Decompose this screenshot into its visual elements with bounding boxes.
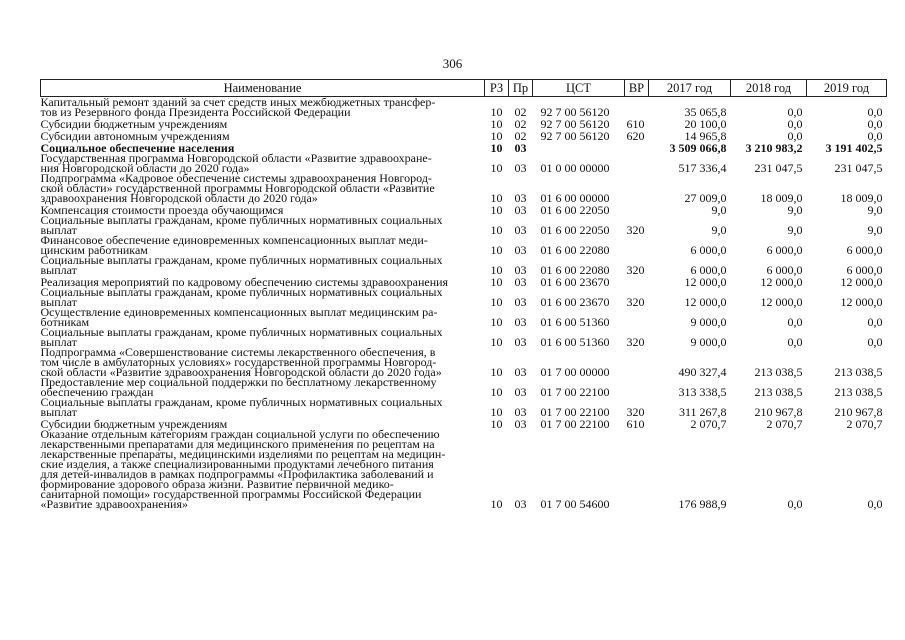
cell-vr: 320 — [626, 335, 645, 349]
cell-vr — [625, 429, 649, 509]
cell-2019: 3 191 402,5 — [825, 141, 883, 155]
header-2018: 2018 год — [731, 80, 807, 97]
cell-cst: 01 7 00 22100 — [540, 385, 610, 399]
budget-table-wrapper — [40, 79, 886, 509]
cell-2018: 0,0 — [787, 105, 803, 119]
cell-cst: 01 7 00 22100 — [540, 417, 610, 431]
cell-2017: 9 000,0 — [690, 315, 727, 329]
cell-rz: 10 — [490, 263, 503, 277]
cell-rz: 10 — [490, 117, 503, 131]
cell-rz: 10 — [490, 191, 503, 205]
cell-2018: 2 070,7 — [766, 417, 803, 431]
table-row — [41, 397, 887, 417]
cell-2018: 210 967,8 — [754, 405, 803, 419]
cell-2019: 12 000,0 — [840, 295, 883, 309]
cell-cst: 01 7 00 54600 — [540, 497, 610, 511]
table-row — [41, 307, 887, 327]
cell-2018: 12 000,0 — [760, 295, 803, 309]
cell-name: Социальные выплаты гражданам, кроме публичных нормативных социальных выплат — [40, 253, 443, 277]
cell-name: Субсидии бюджетным учреждениям — [40, 117, 228, 131]
cell-2017: 176 988,9 — [678, 497, 727, 511]
table-row — [41, 117, 887, 129]
cell-2018: 0,0 — [787, 117, 803, 131]
cell-2017: 490 327,4 — [678, 365, 727, 379]
cell-rz: 10 — [490, 315, 503, 329]
header-2017: 2017 год — [649, 80, 731, 97]
cell-vr: 320 — [626, 223, 645, 237]
cell-2017: 517 336,4 — [678, 161, 727, 175]
cell-pr: 03 — [514, 335, 527, 349]
cell-vr — [625, 153, 649, 173]
cell-2017: 12 000,0 — [684, 295, 727, 309]
cell-2017: 35 065,8 — [684, 105, 727, 119]
cell-vr — [625, 235, 649, 255]
cell-2019: 0,0 — [867, 315, 883, 329]
cell-2017: 311 267,8 — [678, 405, 727, 419]
table-row — [41, 347, 887, 377]
cell-name: Подпрограмма «Кадровое обеспечение системы здравоохранения Новгород- ской области» государственной программы Новгородской области «Развитие здравоохранения Новгородской области до 2020 года» — [40, 171, 435, 205]
header-vr: ВР — [625, 80, 649, 97]
cell-pr: 03 — [514, 161, 527, 175]
cell-2017: 14 965,8 — [684, 129, 727, 143]
cell-name: Государственная программа Новгородской области «Развитие здравоохране- ния Новгородской области до 2020 года» — [40, 151, 432, 175]
cell-2019: 213 038,5 — [834, 385, 883, 399]
cell-2019: 0,0 — [867, 129, 883, 143]
cell-pr: 03 — [514, 203, 527, 217]
header-name: Наименование — [41, 80, 485, 97]
cell-name: Финансовое обеспечение единовременных компенсационных выплат меди- цинским работникам — [40, 233, 428, 257]
table-row — [41, 215, 887, 235]
cell-2018: 213 038,5 — [754, 385, 803, 399]
cell-name: Подпрограмма «Совершенствование системы лекарственного обеспечения, в том числе в амбулаторных условиях» государственной программы Новгород- ской области «Развитие здравоохранения Новгородской области до 2020 года» — [40, 345, 442, 379]
cell-2017: 9,0 — [711, 203, 727, 217]
cell-name: Реализация мероприятий по кадровому обеспечению системы здравоохранения — [40, 275, 449, 289]
cell-rz: 10 — [490, 385, 503, 399]
cell-2018: 0,0 — [787, 315, 803, 329]
cell-2018: 213 038,5 — [754, 365, 803, 379]
cell-name: Социальные выплаты гражданам, кроме публичных нормативных социальных выплат — [40, 213, 443, 237]
table-row — [41, 235, 887, 255]
cell-cst: 01 6 00 00000 — [540, 191, 610, 205]
cell-2017: 313 338,5 — [678, 385, 727, 399]
cell-vr — [625, 377, 649, 397]
cell-2017: 20 100,0 — [684, 117, 727, 131]
cell-vr — [625, 173, 649, 203]
cell-cst: 01 6 00 22050 — [540, 203, 610, 217]
cell-2017: 6 000,0 — [690, 243, 727, 257]
table-row — [41, 255, 887, 275]
cell-pr: 02 — [514, 129, 527, 143]
cell-name: Субсидии бюджетным учреждениям — [40, 417, 228, 431]
cell-vr: 610 — [626, 117, 645, 131]
cell-2017: 9,0 — [711, 223, 727, 237]
table-row — [41, 377, 887, 397]
budget-table — [40, 79, 887, 509]
cell-cst: 01 7 00 22100 — [540, 405, 610, 419]
cell-2019: 231 047,5 — [834, 161, 883, 175]
cell-rz: 10 — [490, 295, 503, 309]
cell-cst: 01 6 00 22080 — [540, 243, 610, 257]
cell-pr: 03 — [514, 315, 527, 329]
cell-vr: 620 — [626, 129, 645, 143]
cell-cst: 92 7 00 56120 — [540, 129, 610, 143]
cell-cst: 01 6 00 23670 — [540, 275, 610, 289]
cell-pr: 02 — [514, 105, 527, 119]
table-body — [41, 97, 887, 510]
cell-vr: 320 — [626, 263, 645, 277]
cell-name: Оказание отдельным категориям граждан социальной услуги по обеспечению лекарственными препаратами для медицинского применения по рецептам на лекарственные препараты, медицинскими изделиями по рецептам на медицин- ские изделия, а также специализированными продуктами лечебного питания для детей-инвалидов в рамках подпрограммы «Профилактика заболеваний и формирование здорового образа жизни. Развитие первичной медико- санитарной помощи» государственной программы Российской Федерации «Развитие здравоохранения» — [40, 427, 446, 511]
cell-pr: 03 — [514, 295, 527, 309]
cell-pr: 02 — [514, 117, 527, 131]
cell-rz: 10 — [490, 497, 503, 511]
cell-2018: 12 000,0 — [760, 275, 803, 289]
cell-pr: 03 — [514, 223, 527, 237]
cell-pr: 03 — [514, 417, 527, 431]
cell-cst: 92 7 00 56120 — [540, 117, 610, 131]
table-row — [41, 129, 887, 141]
cell-rz: 10 — [490, 203, 503, 217]
cell-2017: 27 009,0 — [684, 191, 727, 205]
cell-rz: 10 — [490, 129, 503, 143]
header-pr: Пр — [509, 80, 533, 97]
cell-2017: 9 000,0 — [690, 335, 727, 349]
cell-pr: 03 — [514, 263, 527, 277]
cell-pr: 03 — [514, 141, 527, 155]
cell-name: Социальное обеспечение населения — [40, 141, 235, 155]
table-row — [41, 97, 887, 118]
table-row — [41, 287, 887, 307]
cell-2019: 18 009,0 — [840, 191, 883, 205]
cell-pr: 03 — [514, 191, 527, 205]
cell-vr: 320 — [626, 295, 645, 309]
cell-rz: 10 — [490, 417, 503, 431]
cell-rz: 10 — [490, 275, 503, 289]
cell-2018: 0,0 — [787, 335, 803, 349]
cell-rz: 10 — [490, 141, 503, 155]
cell-2019: 6 000,0 — [846, 243, 883, 257]
cell-rz: 10 — [490, 335, 503, 349]
cell-pr: 03 — [514, 275, 527, 289]
cell-cst: 01 6 00 23670 — [540, 295, 610, 309]
cell-2018: 6 000,0 — [766, 263, 803, 277]
table-row — [41, 173, 887, 203]
cell-vr — [625, 347, 649, 377]
cell-cst: 01 7 00 00000 — [540, 365, 610, 379]
cell-2019: 6 000,0 — [846, 263, 883, 277]
header-cst: ЦСТ — [533, 80, 625, 97]
cell-2018: 9,0 — [787, 203, 803, 217]
table-header — [41, 80, 887, 97]
cell-2019: 2 070,7 — [846, 417, 883, 431]
cell-cst: 01 0 00 00000 — [540, 161, 610, 175]
cell-name: Социальные выплаты гражданам, кроме публичных нормативных социальных выплат — [40, 285, 443, 309]
cell-2019: 0,0 — [867, 335, 883, 349]
table-row — [41, 429, 887, 509]
cell-2019: 9,0 — [867, 203, 883, 217]
cell-pr: 03 — [514, 497, 527, 511]
cell-pr: 03 — [514, 405, 527, 419]
cell-name: Осуществление единовременных компенсационных выплат медицинским ра- ботникам — [40, 305, 438, 329]
cell-cst: 01 6 00 22080 — [540, 263, 610, 277]
cell-pr: 03 — [514, 243, 527, 257]
header-rz: РЗ — [485, 80, 509, 97]
cell-pr: 03 — [514, 365, 527, 379]
cell-rz: 10 — [490, 365, 503, 379]
cell-name: Предоставление мер социальной поддержки по бесплатному лекарственному обеспечению граждан — [40, 375, 437, 399]
cell-name: Социальные выплаты гражданам, кроме публичных нормативных социальных выплат — [40, 395, 443, 419]
cell-2018: 0,0 — [787, 129, 803, 143]
cell-vr — [625, 97, 649, 118]
cell-cst: 01 6 00 51360 — [540, 315, 610, 329]
table-row — [41, 153, 887, 173]
cell-2019: 0,0 — [867, 497, 883, 511]
cell-2017: 12 000,0 — [684, 275, 727, 289]
cell-vr — [625, 203, 649, 215]
cell-vr: 610 — [626, 417, 645, 431]
cell-2019: 0,0 — [867, 105, 883, 119]
table-row — [41, 327, 887, 347]
cell-2017: 3 509 066,8 — [669, 141, 727, 155]
cell-pr: 03 — [514, 385, 527, 399]
cell-rz: 10 — [490, 223, 503, 237]
cell-name: Капитальный ремонт зданий за счет средств иных межбюджетных трансфер- тов из Резервного фонда Президента Российской Федерации — [40, 95, 436, 119]
cell-2019: 213 038,5 — [834, 365, 883, 379]
cell-2018: 231 047,5 — [754, 161, 803, 175]
page-number: 306 — [442, 56, 463, 71]
cell-name: Субсидии автономным учреждениям — [40, 129, 230, 143]
cell-cst: 01 6 00 22050 — [540, 223, 610, 237]
cell-2018: 3 210 983,2 — [745, 141, 803, 155]
cell-rz: 10 — [490, 405, 503, 419]
cell-2018: 6 000,0 — [766, 243, 803, 257]
header-2019: 2019 год — [807, 80, 887, 97]
cell-cst: 01 6 00 51360 — [540, 335, 610, 349]
cell-vr — [625, 307, 649, 327]
cell-2019: 9,0 — [867, 223, 883, 237]
cell-2018: 0,0 — [787, 497, 803, 511]
cell-2017: 2 070,7 — [690, 417, 727, 431]
cell-rz: 10 — [490, 161, 503, 175]
cell-rz: 10 — [490, 105, 503, 119]
cell-2017: 6 000,0 — [690, 263, 727, 277]
cell-name: Компенсация стоимости проезда обучающимся — [40, 203, 284, 217]
cell-rz: 10 — [490, 243, 503, 257]
cell-2019: 0,0 — [867, 117, 883, 131]
cell-cst: 92 7 00 56120 — [540, 105, 610, 119]
cell-2018: 18 009,0 — [760, 191, 803, 205]
cell-2019: 12 000,0 — [840, 275, 883, 289]
cell-2018: 9,0 — [787, 223, 803, 237]
cell-name: Социальные выплаты гражданам, кроме публичных нормативных социальных выплат — [40, 325, 443, 349]
cell-2019: 210 967,8 — [834, 405, 883, 419]
cell-vr: 320 — [626, 405, 645, 419]
